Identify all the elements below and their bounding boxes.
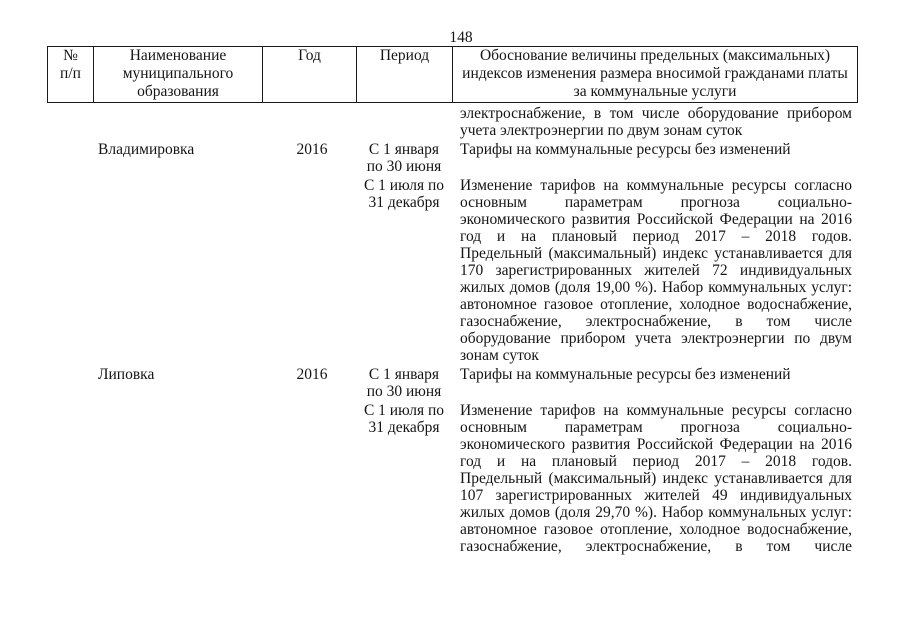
text-line: газоснабжение, электроснабжение, в том числе <box>460 313 852 330</box>
text-line: газоснабжение, электроснабжение, в том числе <box>460 538 852 555</box>
text-line: жилых домов (доля 19,00 %). Набор коммунальных услуг: <box>460 279 852 296</box>
year-cell <box>262 402 356 555</box>
period-cell <box>356 177 452 364</box>
period-line: по 30 июня <box>366 158 442 175</box>
header-cell-number <box>48 47 93 102</box>
period-line: С 1 июля по <box>363 402 445 419</box>
period-cell <box>356 402 452 555</box>
year-cell <box>262 105 356 139</box>
number-cell <box>47 141 93 175</box>
period-cell <box>356 105 452 139</box>
header-cell-year <box>262 47 356 102</box>
header-line: муниципального <box>122 65 234 82</box>
justification-cell <box>452 141 858 175</box>
table-body <box>47 103 858 555</box>
header-line: Период <box>379 47 430 64</box>
text-line: Тарифы на коммунальные ресурсы без изменений <box>460 366 791 383</box>
text-line: Предельный (максимальный) индекс устанавливается для <box>460 245 852 262</box>
table-header <box>47 46 858 103</box>
number-cell <box>47 402 93 555</box>
header-cell-justification <box>452 47 857 102</box>
header-line: образования <box>137 83 219 100</box>
text-line: 107 зарегистрированных жителей 49 индивидуальных <box>460 487 852 504</box>
text-line: электроснабжение, в том числе оборудование прибором <box>460 105 852 122</box>
period-line: С 1 января <box>368 366 440 383</box>
period-line: по 30 июня <box>366 383 442 400</box>
justification-cell <box>452 177 858 364</box>
table-row <box>47 141 858 175</box>
text-line: 170 зарегистрированных жителей 72 индивидуальных <box>460 262 852 279</box>
justification-cell <box>452 105 858 139</box>
header-line: Год <box>298 47 321 64</box>
text-line: автономное газовое отопление, холодное водоснабжение, <box>460 521 852 538</box>
year-cell: 2016 <box>296 141 328 158</box>
year-cell: 2016 <box>296 366 328 383</box>
text-line: основным параметрам прогноза социально- <box>460 194 852 211</box>
text-line: основным параметрам прогноза социально- <box>460 419 852 436</box>
header-line: № <box>63 47 78 64</box>
text-line: экономического развития Российской Федерации на 2016 <box>460 436 852 453</box>
header-line: Наименование <box>129 47 227 64</box>
text-line: год и на плановый период 2017 – 2018 годов. <box>460 228 852 245</box>
table-row-continuation <box>47 105 858 139</box>
text-line: год и на плановый период 2017 – 2018 годов. <box>460 453 852 470</box>
period-cell <box>356 366 452 400</box>
header-cell-period <box>356 47 452 102</box>
period-line: 31 декабря <box>368 194 440 211</box>
text-line: жилых домов (доля 29,70 %). Набор коммунальных услуг: <box>460 504 852 521</box>
municipality-cell <box>93 105 262 139</box>
number-cell <box>47 177 93 364</box>
header-line: п/п <box>60 65 81 82</box>
justification-cell <box>452 366 858 400</box>
header-line: индексов изменения размера вносимой гражданами платы <box>462 65 848 82</box>
municipality-cell <box>93 177 262 364</box>
municipality-cell <box>93 402 262 555</box>
table-row <box>47 402 858 555</box>
number-cell <box>47 105 93 139</box>
period-line: С 1 января <box>368 141 440 158</box>
municipality-name: Липовка <box>98 366 155 383</box>
table-row <box>47 366 858 400</box>
justification-cell <box>452 402 858 555</box>
period-cell <box>356 141 452 175</box>
header-cell-municipality <box>93 47 262 102</box>
text-line: учета электроэнергии по двум зонам суток <box>460 122 743 139</box>
text-line: Предельный (максимальный) индекс устанавливается для <box>460 470 852 487</box>
municipality-name: Владимировка <box>98 141 195 158</box>
number-cell <box>47 366 93 400</box>
text-line: Изменение тарифов на коммунальные ресурсы согласно <box>460 402 852 419</box>
header-line: Обоснование величины предельных (максимальных) <box>479 47 831 64</box>
tariff-index-table <box>47 46 858 557</box>
text-line: Тарифы на коммунальные ресурсы без изменений <box>460 141 791 158</box>
text-line: экономического развития Российской Федерации на 2016 <box>460 211 852 228</box>
header-line: за коммунальные услуги <box>573 83 737 100</box>
text-line: Изменение тарифов на коммунальные ресурсы согласно <box>460 177 852 194</box>
table-row <box>47 177 858 364</box>
text-line: зонам суток <box>460 347 539 364</box>
page-number: 148 <box>449 29 473 46</box>
period-line: 31 декабря <box>368 419 440 436</box>
text-line: оборудование прибором учета электроэнергии по двум <box>460 330 852 347</box>
period-line: С 1 июля по <box>363 177 445 194</box>
year-cell <box>262 177 356 364</box>
text-line: автономное газовое отопление, холодное водоснабжение, <box>460 296 852 313</box>
